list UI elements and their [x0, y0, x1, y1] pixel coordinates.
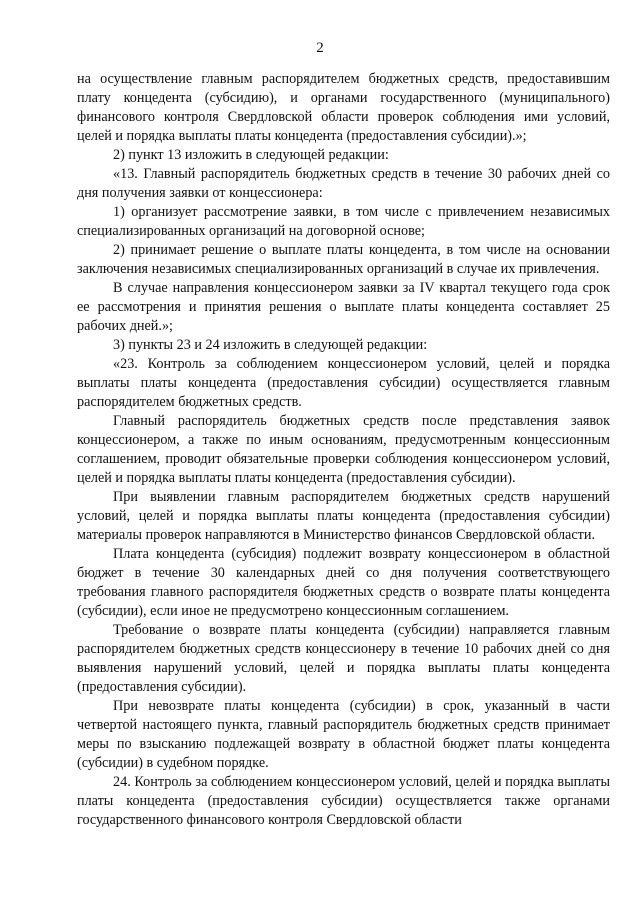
paragraph-clause-24: 24. Контроль за соблюдением концессионером условий, целей и порядка выплаты платы концедента (предоставления субсидии) осуществляется также органами государственного финансового контроля Свердловской области	[77, 774, 610, 828]
paragraph-continuation: на осуществление главным распорядителем бюджетных средств, предоставившим плату концедента (субсидию), и органами государственного (муниципального) финансового контроля Свердловской области проверок соблюдения ими условий, целей и порядка выплаты платы концедента (предоставления субсидии).»;	[77, 71, 610, 144]
paragraph-subitem-1: 1) организует рассмотрение заявки, в том числе с привлечением независимых специализированных организаций на договорной основе;	[77, 204, 610, 239]
paragraph-refund: Плата концедента (субсидия) подлежит возврату концессионером в областной бюджет в течение 30 календарных дней со дня получения соответствующего требования главного распорядителя бюджетных средств о возврате платы концедента (субсидии), если иное не предусмотрено концессионным соглашением.	[77, 546, 610, 619]
paragraph-q4-deadline: В случае направления концессионером заявки за IV квартал текущего года срок ее рассмотрения и принятия решения о выплате платы концедента составляет 25 рабочих дней.»;	[77, 280, 610, 334]
paragraph-clause-13: «13. Главный распорядитель бюджетных средств в течение 30 рабочих дней со дня получения заявки от концессионера:	[77, 166, 610, 201]
paragraph-refund-demand: Требование о возврате платы концедента (субсидии) направляется главным распорядителем бюджетных средств концессионеру в течение 10 рабочих дней со дня выявления нарушений условий, целей и порядка выплаты платы концедента (предоставления субсидии).	[77, 622, 610, 695]
paragraph-violations: При выявлении главным распорядителем бюджетных средств нарушений условий, целей и порядка выплаты платы концедента (предоставления субсидии) материалы проверок направляются в Министерство финансов Свердловской области.	[77, 489, 610, 543]
paragraph-subitem-2: 2) принимает решение о выплате платы концедента, в том числе на основании заключения независимых специализированных организаций в случае их привлечения.	[77, 242, 610, 277]
paragraph-item-3: 3) пункты 23 и 24 изложить в следующей редакции:	[113, 337, 428, 353]
document-body	[77, 70, 610, 830]
paragraph-clause-23: «23. Контроль за соблюдением концессионером условий, целей и порядка выплаты платы концедента (предоставления субсидии) осуществляется главным распорядителем бюджетных средств.	[77, 356, 610, 410]
paragraph-non-refund: При невозврате платы концедента (субсидии) в срок, указанный в части четвертой настоящего пункта, главный распорядитель бюджетных средств принимает меры по взысканию подлежащей возврату в областной бюджет платы концедента (субсидии) в судебном порядке.	[77, 698, 610, 771]
page-number: 2	[316, 40, 324, 56]
paragraph-mandatory-checks: Главный распорядитель бюджетных средств после представления заявок концессионером, а также по иным основаниям, предусмотренным концессионным соглашением, проводит обязательные проверки соблюдения концессионером условий, целей и порядка выплаты платы концедента (предоставления субсидии).	[77, 413, 610, 486]
paragraph-item-2: 2) пункт 13 изложить в следующей редакции:	[113, 147, 389, 163]
